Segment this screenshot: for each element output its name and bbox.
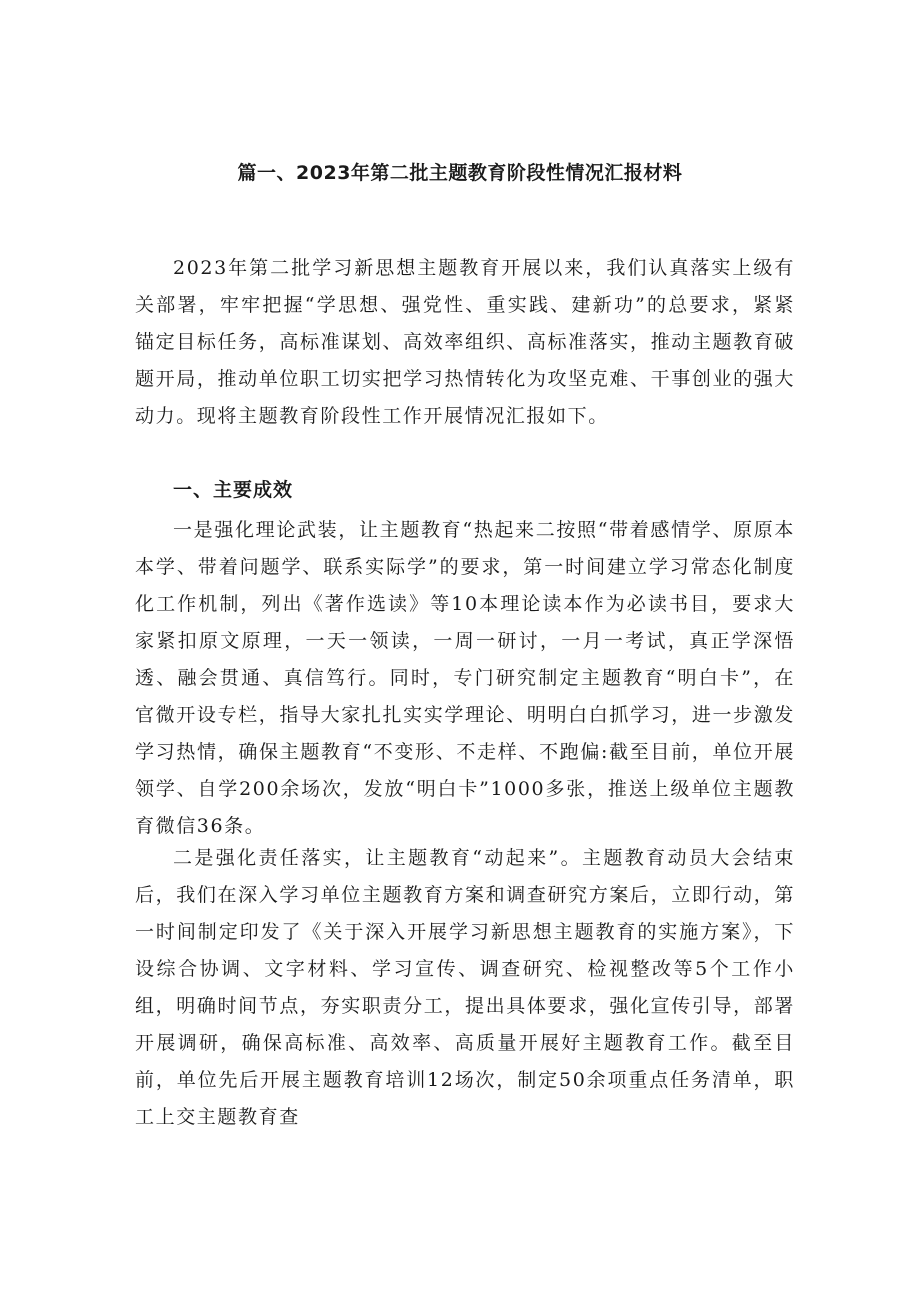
body-paragraph: 二是强化责任落实，让主题教育“动起来”。主题教育动员大会结束后，我们在深入学习单位主题教育方案和调查研究方案后，立即行动，第一时间制定印发了《关于深入开展学习新思想主题教育的实施方案》，下设综合协调、文字材料、学习宣传、调查研究、检视整改等5个工作小组，明确时间节点，夯实职责分工，提出具体要求，强化宣传引导，部署开展调研，确保高标准、高效率、高质量开展好主题教育工作。截至目前，单位先后开展主题教育培训12场次，制定50余项重点任务清单，职工上交主题教育查 bbox=[135, 847, 795, 1128]
body-paragraph: 一是强化理论武装，让主题教育“热起来二按照“带着感情学、原原本本学、带着问题学、联系实际学”的要求，第一时间建立学习常态化制度化工作机制，列出《著作选读》等10本理论读本作为必读书目，要求大家紧扣原文原理，一天一领读，一周一研讨，一月一考试，真正学深悟透、融会贯通、真信笃行。同时，专门研究制定主题教育“明白卡”，在官微开设专栏，指导大家扎扎实实学理论、明明白白抓学习，进一步激发学习热情，确保主题教育“不变形、不走样、不跑偏:截至目前，单位开展领学、自学200余场次，发放“明白卡”1000多张，推送上级单位主题教育微信36条。 bbox=[135, 519, 795, 837]
document-title: 篇一、2023年第二批主题教育阶段性情况汇报材料 bbox=[237, 162, 683, 184]
intro-paragraph: 2023年第二批学习新思想主题教育开展以来，我们认真落实上级有关部署，牢牢把握“学思想、强党性、重实践、建新功”的总要求，紧紧锚定目标任务，高标准谋划、高效率组织、高标准落实，推动主题教育破题开局，推动单位职工切实把学习热情转化为攻坚克难、干事创业的强大动力。现将主题教育阶段性工作开展情况汇报如下。 bbox=[135, 257, 795, 427]
section-heading: 一、主要成效 bbox=[173, 479, 294, 501]
